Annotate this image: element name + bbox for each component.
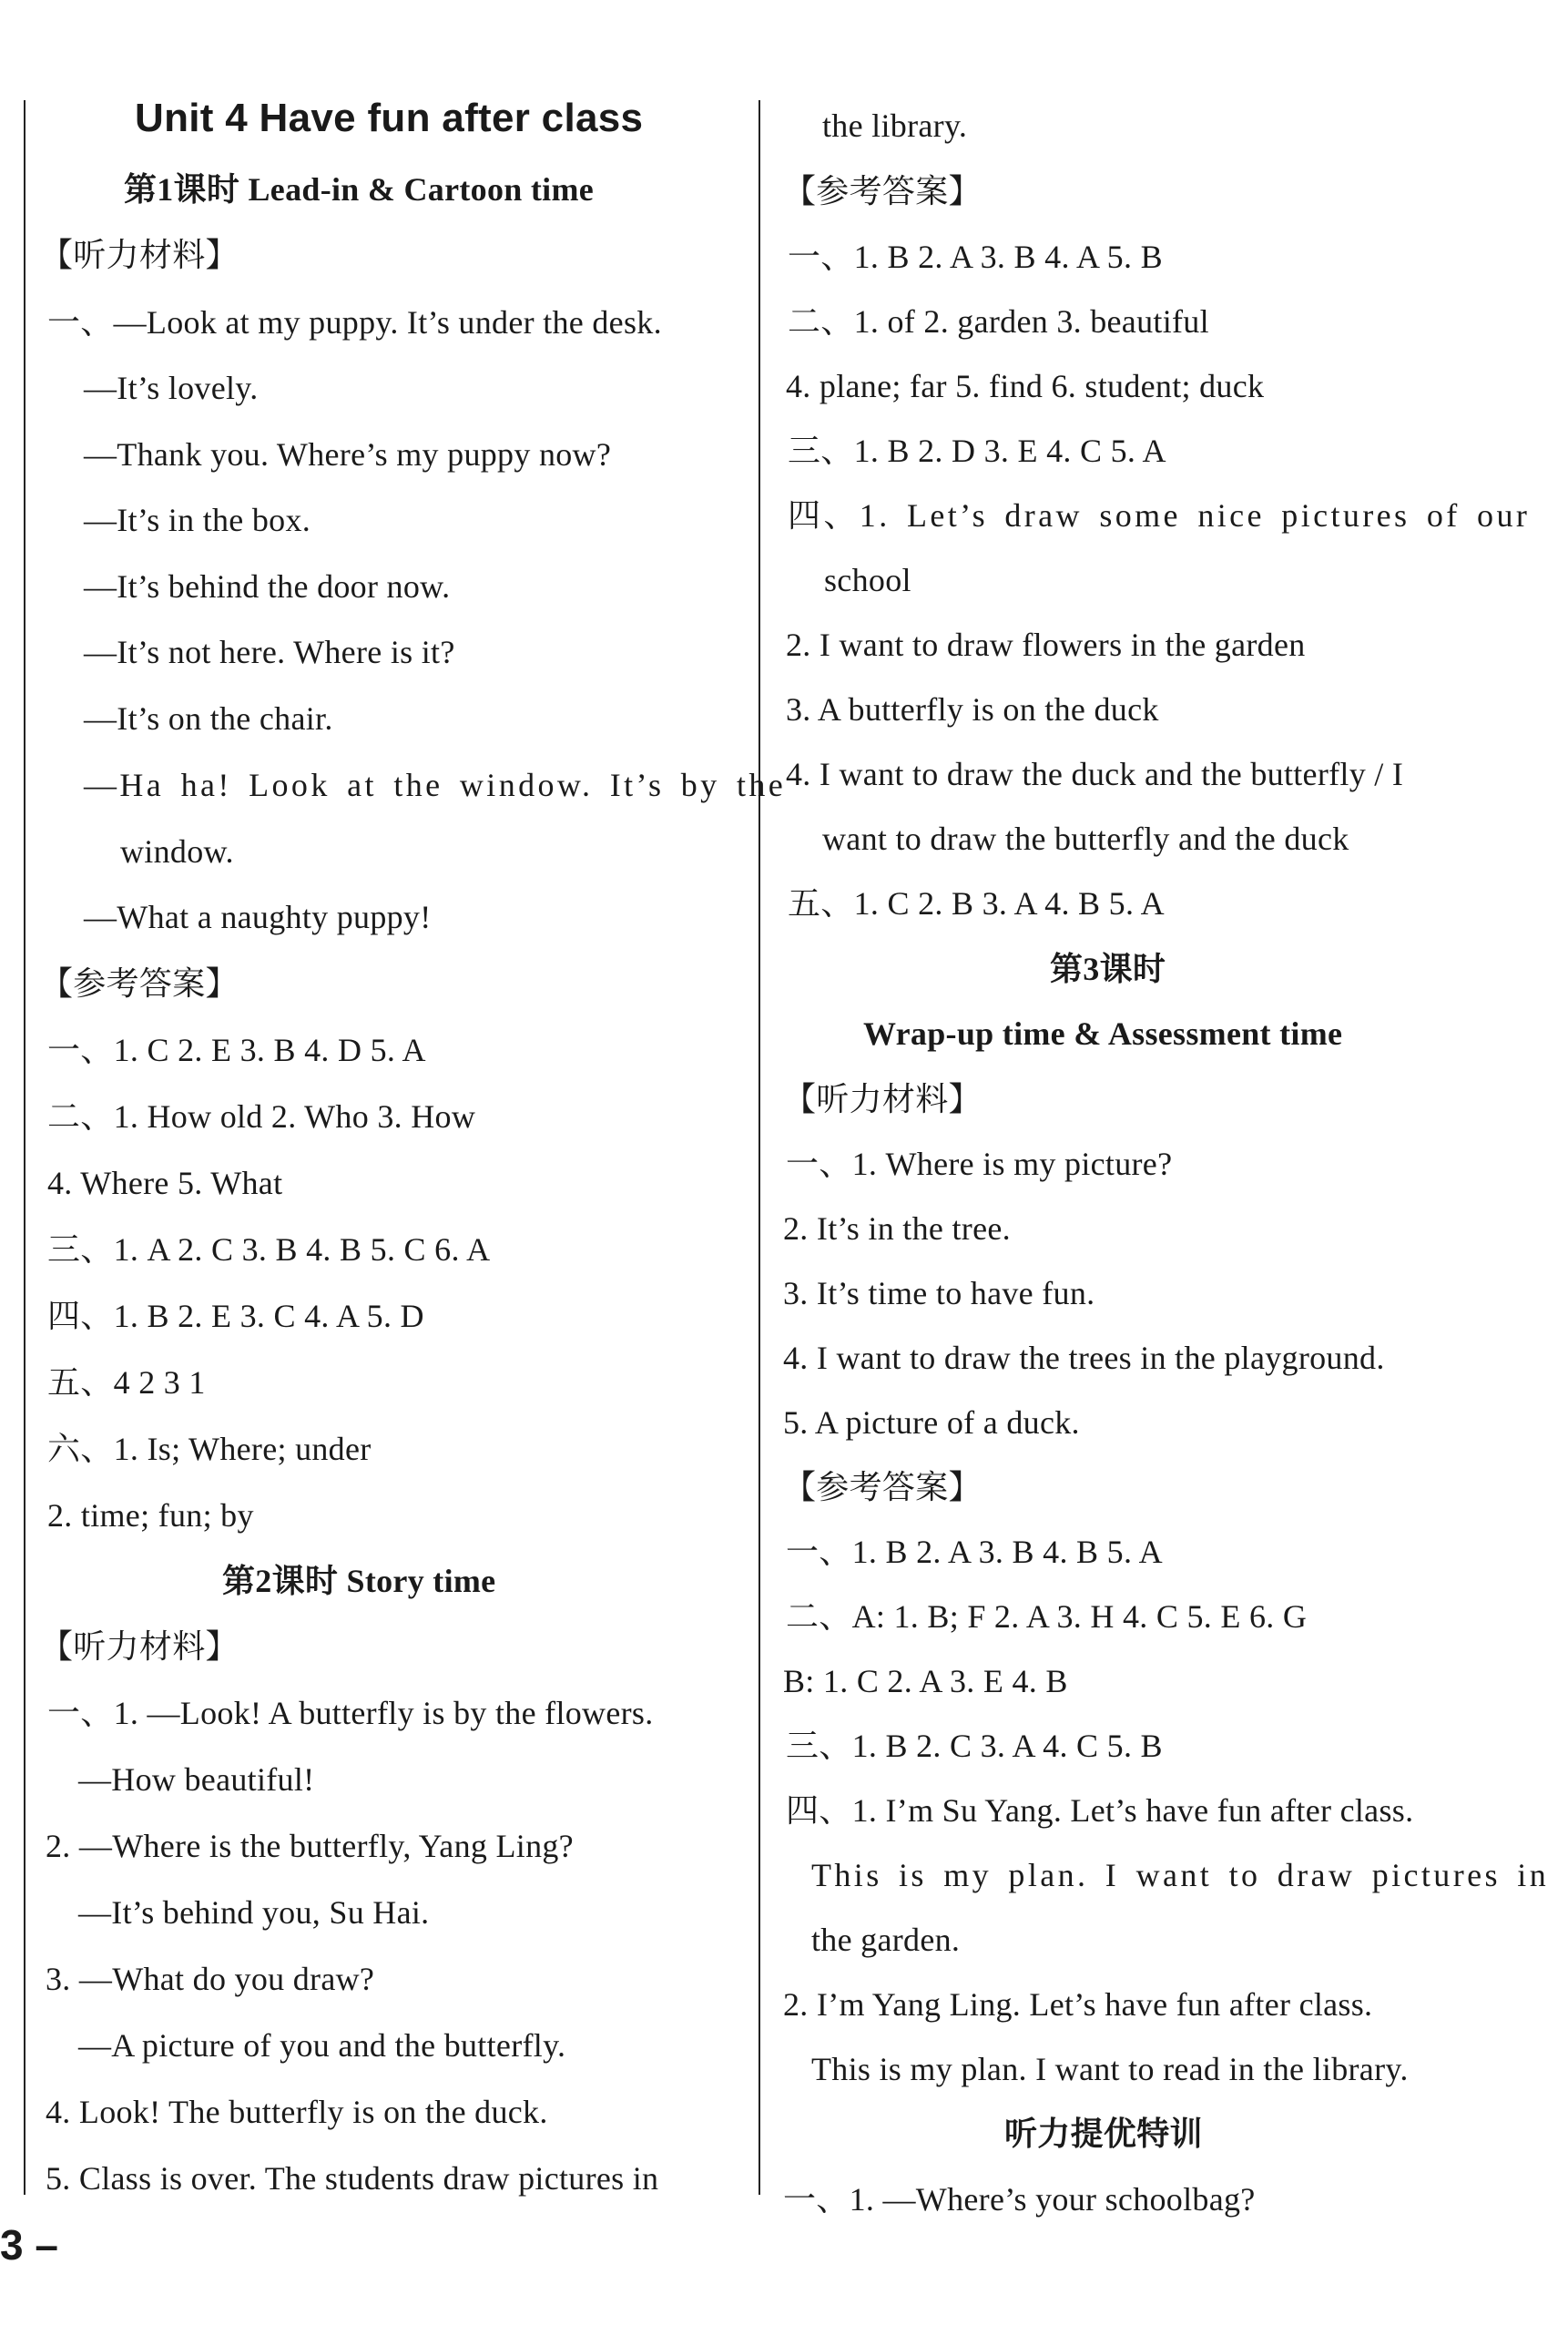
lesson-1-listening-line: —Ha ha! Look at the window. It’s by the (84, 767, 787, 803)
lesson-3-listening-line: 4. I want to draw the trees in the playground. (783, 1340, 1385, 1376)
lesson-2-answer-line: want to draw the butterfly and the duck (822, 821, 1349, 857)
lesson-2-listening-line: 4. Look! The butterfly is on the duck. (46, 2094, 548, 2130)
extra-training-listening-line: 一、1. —Where’s your schoolbag? (783, 2181, 1256, 2218)
lesson-3-subheading: Wrap-up time & Assessment time (863, 1015, 1343, 1052)
lesson-2-answer-line: 一、1. B 2. A 3. B 4. A 5. B (788, 239, 1163, 275)
lesson-3-listening-label: 【听力材料】 (783, 1081, 982, 1117)
lesson-1-listening-line: —What a naughty puppy! (84, 899, 432, 935)
lesson-2-listening-line: 2. —Where is the butterfly, Yang Ling? (46, 1828, 574, 1864)
lesson-2-listening-line: 5. Class is over. The students draw pictures in (46, 2160, 659, 2197)
lesson-2-listening-line: 3. —What do you draw? (46, 1961, 375, 1997)
lesson-2-answer-line: 二、1. of 2. garden 3. beautiful (788, 303, 1209, 340)
lesson-3-answer-line: 三、1. B 2. C 3. A 4. C 5. B (786, 1728, 1163, 1764)
lesson-3-answer-line: the garden. (811, 1922, 961, 1958)
lesson-3-answer-line: 二、A: 1. B; F 2. A 3. H 4. C 5. E 6. G (786, 1598, 1308, 1635)
lesson-1-listening-line: —It’s not here. Where is it? (84, 634, 455, 670)
lesson-2-answer-label: 【参考答案】 (783, 173, 982, 209)
lesson-3-heading: 第3课时 (1050, 951, 1166, 987)
extra-training-heading: 听力提优特训 (1004, 2116, 1203, 2152)
lesson-1-heading: 第1课时 Lead-in & Cartoon time (124, 171, 595, 208)
lesson-2-answer-line: school (824, 562, 911, 598)
lesson-1-answer-line: 六、1. Is; Where; under (47, 1431, 372, 1467)
lesson-3-answer-line: This is my plan. I want to draw pictures in (811, 1857, 1550, 1893)
lesson-1-answer-line: 4. Where 5. What (47, 1165, 283, 1201)
lesson-3-listening-line: 5. A picture of a duck. (783, 1404, 1080, 1441)
page-number: 3 – (0, 2221, 58, 2269)
lesson-3-answer-line: This is my plan. I want to read in the library. (811, 2051, 1409, 2087)
lesson-2-listening-line: —A picture of you and the butterfly. (78, 2027, 566, 2064)
lesson-3-listening-line: 3. It’s time to have fun. (783, 1275, 1095, 1311)
lesson-3-answer-line: 四、1. I’m Su Yang. Let’s have fun after class. (786, 1792, 1414, 1829)
lesson-2-answer-line: 五、1. C 2. B 3. A 4. B 5. A (788, 885, 1165, 922)
lesson-2-answer-line: 2. I want to draw flowers in the garden (786, 627, 1306, 663)
lesson-1-answer-line: 2. time; fun; by (47, 1497, 254, 1534)
lesson-2-answer-line: 四、1. Let’s draw some nice pictures of our (788, 497, 1531, 534)
lesson-1-listening-label: 【听力材料】 (40, 237, 239, 273)
lesson-1-answer-label: 【参考答案】 (40, 965, 239, 1002)
lesson-2-heading: 第2课时 Story time (222, 1563, 496, 1599)
unit-title: Unit 4 Have fun after class (135, 96, 644, 140)
lesson-1-answer-line: 三、1. A 2. C 3. B 4. B 5. C 6. A (47, 1231, 491, 1268)
lesson-1-answer-line: 一、1. C 2. E 3. B 4. D 5. A (47, 1032, 426, 1068)
lesson-2-answer-line: 三、1. B 2. D 3. E 4. C 5. A (788, 433, 1166, 469)
lesson-3-answer-line: B: 1. C 2. A 3. E 4. B (783, 1663, 1068, 1699)
lesson-3-answer-line: 一、1. B 2. A 3. B 4. B 5. A (786, 1534, 1163, 1570)
column-divider (759, 100, 760, 2195)
lesson-3-listening-line: 2. It’s in the tree. (783, 1210, 1011, 1247)
lesson-2-answer-line: 3. A butterfly is on the duck (786, 691, 1159, 728)
lesson-3-answer-label: 【参考答案】 (783, 1469, 982, 1505)
lesson-2-answer-line: 4. plane; far 5. find 6. student; duck (786, 368, 1265, 404)
lesson-3-answer-line: 2. I’m Yang Ling. Let’s have fun after class. (783, 1986, 1373, 2023)
lesson-2-answer-line: 4. I want to draw the duck and the butterfly / I (786, 756, 1404, 792)
lesson-1-listening-line: —It’s lovely. (84, 370, 259, 406)
lesson-2-listening-line: —It’s behind you, Su Hai. (78, 1894, 430, 1931)
lesson-3-listening-line: 一、1. Where is my picture? (786, 1146, 1173, 1182)
lesson-1-listening-line: —Thank you. Where’s my puppy now? (84, 436, 612, 473)
lesson-2-listening-line: —How beautiful! (78, 1761, 315, 1798)
lesson-2-listening-line: 一、1. —Look! A butterfly is by the flowers. (47, 1695, 654, 1731)
lesson-1-listening-line: 一、—Look at my puppy. It’s under the desk. (47, 304, 662, 341)
left-margin-rule (24, 100, 25, 2195)
lesson-1-answer-line: 四、1. B 2. E 3. C 4. A 5. D (47, 1298, 424, 1334)
lesson-2-listening-label: 【听力材料】 (40, 1628, 239, 1665)
lesson-2-listening-continued: the library. (822, 107, 968, 144)
lesson-1-listening-line: —It’s in the box. (84, 502, 311, 538)
lesson-1-listening-line: —It’s behind the door now. (84, 568, 451, 605)
lesson-1-listening-line: window. (120, 833, 234, 870)
lesson-1-answer-line: 二、1. How old 2. Who 3. How (47, 1098, 476, 1135)
lesson-1-listening-line: —It’s on the chair. (84, 700, 333, 737)
lesson-1-answer-line: 五、4 2 3 1 (47, 1364, 206, 1401)
